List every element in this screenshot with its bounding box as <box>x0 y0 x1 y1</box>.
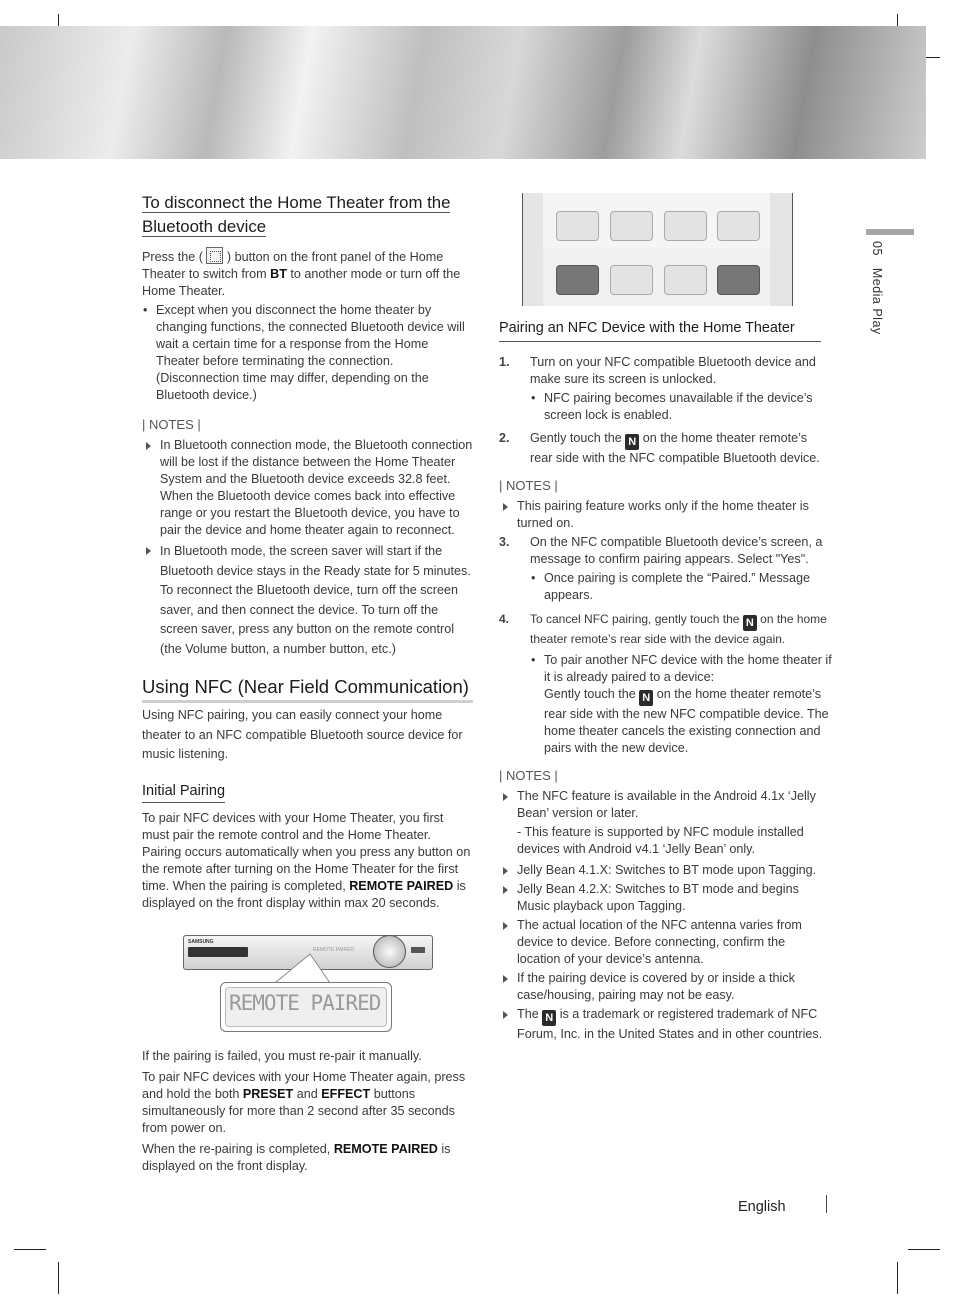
initial-pairing-title: Initial Pairing <box>142 781 225 803</box>
notes-label: | NOTES | <box>499 478 558 493</box>
remote-button <box>717 211 760 241</box>
header-banner <box>0 26 926 159</box>
note-thick-case: If the pairing device is covered by or inside a thick case/housing, pairing may not be easy. <box>499 970 832 1004</box>
crop-mark <box>14 1249 46 1250</box>
brand-label: SAMSUNG <box>188 939 214 945</box>
function-button-icon <box>206 247 223 264</box>
note-trademark: The N is a trademark or registered trademark of NFC Forum, Inc. in the United States and in other countries. <box>499 1006 832 1043</box>
crop-mark <box>908 1249 940 1250</box>
section-tab-bar <box>866 229 914 235</box>
note-turned-on: This pairing feature works only if the home theater is turned on. <box>499 498 832 532</box>
nfc-logo-icon: N <box>542 1010 556 1026</box>
note-jelly-bean-42: Jelly Bean 4.2.X: Switches to BT mode and begins Music playback upon Tagging. <box>499 881 832 915</box>
pairing-heading-wrap <box>499 318 821 342</box>
left-column <box>142 191 473 914</box>
section-tab-label: 05 Media Play <box>870 241 884 335</box>
notes-label: | NOTES | <box>499 768 558 783</box>
note-screen-saver: In Bluetooth mode, the screen saver will start if the Bluetooth device stays in the Ready state for 5 minutes. To reconnect the Bluetooth device, turn off the screen saver, and then connect the device. To turn off the screen saver, press any button on the remote control (the Volume button, a number button, etc.) <box>142 542 473 659</box>
step-3-bullet: • Once pairing is complete the “Paired.” Message appears. <box>530 570 832 604</box>
crop-mark <box>897 1262 898 1294</box>
right-column <box>499 318 832 1045</box>
pair-again-text: To pair NFC devices with your Home Theater again, press and hold the both PRESET and EFFECT buttons simultaneously for more than 2 second after 35 seconds from power on. <box>142 1070 466 1135</box>
disconnect-heading <box>142 191 473 239</box>
footer-language: English <box>738 1199 786 1215</box>
pairing-heading: Pairing an NFC Device with the Home Theater <box>499 320 795 336</box>
note-antenna: The actual location of the NFC antenna varies from device to device. Before connecting, confirm the location of your device’s antenna. <box>499 917 832 968</box>
remote-button <box>556 211 599 241</box>
heading-line-2: Bluetooth device <box>142 217 267 236</box>
remote-button <box>664 211 707 241</box>
nfc-intro: Using NFC pairing, you can easily connect your home theater to an NFC compatible Bluetooth source device for music listening. <box>142 708 463 761</box>
remote-button <box>610 211 653 241</box>
failed-text: If the pairing is failed, you must re-pair it manually. <box>142 1049 422 1063</box>
bullet-disconnect-wait: • Except when you disconnect the home theater by changing functions, the connected Bluetooth device will wait a certain time for a response from the Home Theater before terminating the connection. (Disconnection time may differ, depending on the Bluetooth device.) <box>142 302 473 404</box>
step-2: 2. Gently touch the N on the home theater remote’s rear side with the NFC compatible Bluetooth device. <box>499 431 820 465</box>
nfc-logo-icon: N <box>639 690 653 706</box>
step-4-bullet-line-2: Gently touch the N on the home theater remote’s rear side with the new NFC compatible device. The home theater cancels the existing connection and pairs with the new device. <box>544 687 829 755</box>
nfc-logo-icon: N <box>625 434 639 450</box>
left-column-lower <box>142 1048 473 1177</box>
note-distance: In Bluetooth connection mode, the Bluetooth connection will be lost if the distance between the Home Theater System and the Bluetooth device exceeds 32.8 feet. When the Bluetooth device comes back into effective range or you restart the Bluetooth device, you have to pair the device and home theater again to reconnect. <box>142 437 473 539</box>
nfc-logo-icon: N <box>743 615 757 631</box>
note-android-sub: - This feature is supported by NFC module installed devices with Android v4.1 ‘Jelly Bean’ only. <box>517 825 804 856</box>
step-4: 4. To cancel NFC pairing, gently touch the N on the home theater remote’s rear side with the device again. <box>499 612 827 646</box>
step-1: 1. Turn on your NFC compatible Bluetooth device and make sure its screen is unlocked. <box>499 355 816 386</box>
step-1-bullet: • NFC pairing becomes unavailable if the device’s screen lock is enabled. <box>530 390 832 424</box>
device-display-text: REMOTE PAIRED <box>313 947 355 953</box>
note-android-version: The NFC feature is available in the Android 4.1x ‘Jelly Bean’ version or later. <box>499 788 832 822</box>
press-paragraph: Press the ( ) button on the front panel of the Home Theater to switch from BT to another mode or turn off the Home Theater. <box>142 247 473 300</box>
crop-mark <box>58 1262 59 1294</box>
remote-button-dark <box>556 265 599 295</box>
repair-complete-text: When the re-pairing is completed, REMOTE PAIRED is displayed on the front display. <box>142 1142 451 1173</box>
step-4-bullet <box>530 652 832 757</box>
notes-label: | NOTES | <box>142 417 201 432</box>
note-jelly-bean-41: Jelly Bean 4.1.X: Switches to BT mode upon Tagging. <box>499 862 832 879</box>
lcd-text: REMOTE PAIRED <box>229 991 381 1015</box>
heading-line-1: To disconnect the Home Theater from the <box>142 193 451 212</box>
step-3: 3. On the NFC compatible Bluetooth device’s screen, a message to confirm pairing appears. Select "Yes". <box>499 535 823 566</box>
remote-button <box>610 265 653 295</box>
home-theater-illustration <box>180 930 440 1034</box>
footer-divider <box>826 1195 827 1213</box>
nfc-section-title: Using NFC (Near Field Communication) <box>142 675 473 703</box>
remote-button <box>664 265 707 295</box>
step-4-bullet-line-1: • To pair another NFC device with the home theater if it is already paired to a device: <box>544 653 832 684</box>
remote-button-dark <box>717 265 760 295</box>
remote-illustration <box>522 193 793 306</box>
initial-pairing-text: To pair NFC devices with your Home Theater, you first must pair the remote control and the Home Theater. Pairing occurs automatically when you press any button on the remote after turning on the Home Theater for the first time. When the pairing is completed, REMOTE PAIRED is displayed on the front display within max 20 seconds. <box>142 810 471 910</box>
